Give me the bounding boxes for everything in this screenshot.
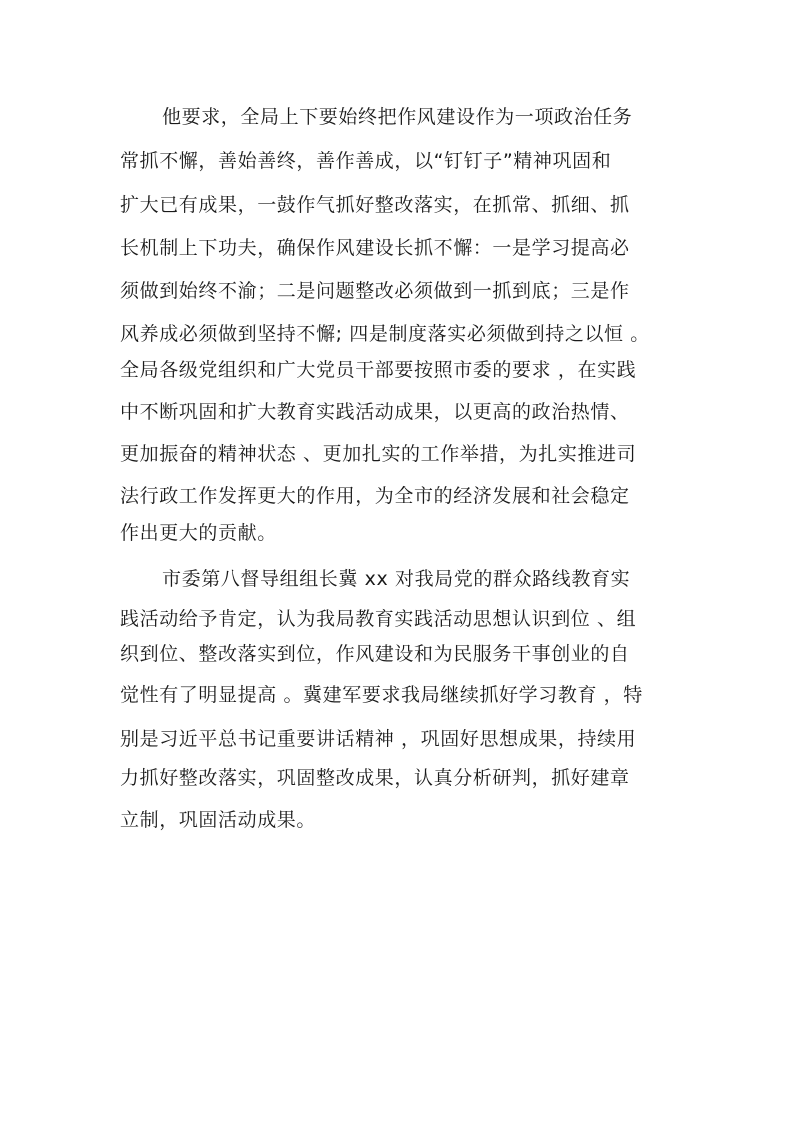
- paragraph-2-line-7: 立制，巩固活动成果。: [120, 809, 317, 831]
- paragraph-1-line-11: 作出更大的贡献。: [120, 522, 277, 544]
- paragraph-2-line-5: 别是习近平总书记重要讲话精神 ，巩固好思想成果，持续用: [120, 728, 637, 750]
- paragraph-2-line-4: 觉性有了明显提高 。冀建军要求我局继续抓好学习教育 ，特: [120, 684, 643, 706]
- paragraph-2-line-2: 践活动给予肯定，认为我局教育实践活动思想认识到位 、组: [120, 608, 637, 630]
- paragraph-1-line-8: 中不断巩固和扩大教育实践活动成果，以更高的政治热情、: [120, 401, 630, 423]
- paragraph-1-line-2: 常抓不懈，善始善终，善作善成，以“钉钉子”精神巩固和: [120, 150, 612, 172]
- paragraph-1-line-1: 他要求，全局上下要始终把作风建设作为一项政治任务: [162, 106, 633, 128]
- paragraph-2-line-1: 市委第八督导组组长冀 xx 对我局党的群众路线教育实: [162, 568, 631, 590]
- paragraph-1-line-4: 长机制上下功夫，确保作风建设长抓不懈：一是学习提高必: [120, 237, 630, 259]
- paragraph-1-line-7: 全局各级党组织和广大党员干部要按照市委的要求 ，在实践: [120, 359, 637, 381]
- paragraph-1-line-9: 更加振奋的精神状态 、更加扎实的工作举措，为扎实推进司: [120, 443, 637, 465]
- paragraph-2-line-6: 力抓好整改落实，巩固整改成果，认真分析研判，抓好建章: [120, 767, 630, 789]
- paragraph-1-line-10: 法行政工作发挥更大的作用，为全市的经济发展和社会稳定: [120, 485, 630, 507]
- paragraph-1-line-6: 风养成必须做到坚持不懈; 四是制度落实必须做到持之以恒 。: [120, 323, 650, 345]
- paragraph-1-line-3: 扩大已有成果，一鼓作气抓好整改落实，在抓常、抓细、抓: [120, 194, 630, 216]
- paragraph-2-line-3: 织到位、整改落实到位，作风建设和为民服务干事创业的自: [120, 643, 630, 665]
- paragraph-1-line-5: 须做到始终不渝；二是问题整改必须做到一抓到底；三是作: [120, 280, 630, 302]
